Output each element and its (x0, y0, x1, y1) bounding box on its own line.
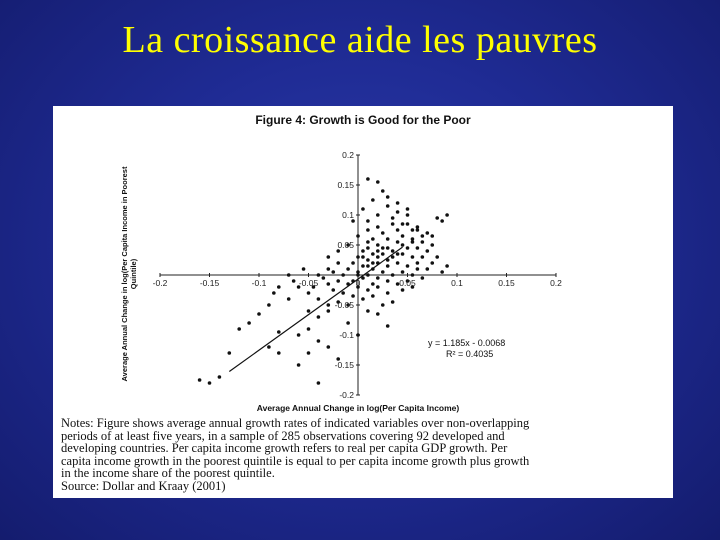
data-point (406, 246, 410, 250)
data-point (297, 363, 301, 367)
data-point (401, 234, 405, 238)
x-tick-label: -0.2 (152, 278, 168, 288)
data-point (361, 207, 365, 211)
y-tick-label: 0.15 (337, 180, 354, 190)
x-tick-label: 0.1 (451, 278, 463, 288)
data-point (386, 246, 390, 250)
data-point (440, 219, 444, 223)
data-point (371, 198, 375, 202)
data-point (237, 327, 241, 331)
data-point (327, 345, 331, 349)
y-tick-label: -0.05 (334, 300, 354, 310)
data-point (401, 252, 405, 256)
r-squared-label: R² = 0.4035 (446, 349, 494, 359)
data-point (346, 321, 350, 325)
data-point (317, 381, 321, 385)
data-point (361, 255, 365, 259)
data-point (366, 228, 370, 232)
data-point (257, 312, 261, 316)
data-point (386, 264, 390, 268)
data-point (426, 249, 430, 253)
data-point (426, 267, 430, 271)
data-point (406, 264, 410, 268)
data-point (386, 291, 390, 295)
data-point (440, 270, 444, 274)
data-point (317, 297, 321, 301)
data-point (396, 201, 400, 205)
data-point (327, 255, 331, 259)
data-point (287, 297, 291, 301)
data-point (366, 219, 370, 223)
y-tick-label: 0.05 (337, 240, 354, 250)
x-tick-label: 0.15 (498, 278, 515, 288)
notes-line: periods of at least five years, in a sample of 285 observations covering 92 developed and (61, 428, 505, 443)
data-point (351, 261, 355, 265)
data-point (376, 180, 380, 184)
data-point (386, 204, 390, 208)
data-point (327, 309, 331, 313)
data-point (198, 378, 202, 382)
data-point (356, 333, 360, 337)
data-point (391, 216, 395, 220)
data-point (366, 258, 370, 262)
data-point (361, 297, 365, 301)
data-point (327, 282, 331, 286)
y-axis-title: Average Annual Change in log(Per Capita Income in Poorest (120, 166, 129, 382)
data-point (317, 315, 321, 319)
data-point (376, 285, 380, 289)
notes-line: Source: Dollar and Kraay (2001) (61, 478, 226, 493)
data-point (297, 333, 301, 337)
figure-title: Figure 4: Growth is Good for the Poor (255, 113, 471, 127)
data-point (366, 264, 370, 268)
data-point (421, 234, 425, 238)
data-point (327, 267, 331, 271)
data-point (371, 261, 375, 265)
data-point (208, 381, 212, 385)
data-point (371, 237, 375, 241)
data-point (331, 270, 335, 274)
data-point (391, 249, 395, 253)
data-point (391, 222, 395, 226)
data-point (277, 285, 281, 289)
data-point (381, 231, 385, 235)
data-point (406, 207, 410, 211)
data-point (361, 264, 365, 268)
data-point (381, 270, 385, 274)
data-point (356, 234, 360, 238)
y-tick-label: -0.1 (339, 330, 354, 340)
data-point (327, 303, 331, 307)
data-point (416, 246, 420, 250)
data-point (396, 252, 400, 256)
data-point (356, 255, 360, 259)
data-point (430, 243, 434, 247)
notes-line: in the income share of the poorest quintile. (61, 466, 275, 480)
data-point (366, 309, 370, 313)
data-point (396, 240, 400, 244)
data-point (445, 264, 449, 268)
data-point (322, 276, 326, 280)
data-point (341, 291, 345, 295)
x-tick-label: -0.15 (199, 278, 220, 288)
figure-panel (53, 106, 673, 498)
data-point (292, 279, 296, 283)
y-tick-label: 0.1 (342, 210, 354, 220)
data-point (247, 321, 251, 325)
regression-line (229, 247, 402, 371)
data-point (376, 213, 380, 217)
data-point (351, 294, 355, 298)
data-point (435, 216, 439, 220)
chart-labels (120, 150, 562, 413)
data-point (430, 261, 434, 265)
data-point (267, 345, 271, 349)
data-point (416, 261, 420, 265)
data-point (411, 255, 415, 259)
data-point (228, 351, 232, 355)
data-point (396, 261, 400, 265)
data-point (386, 195, 390, 199)
data-point (411, 240, 415, 244)
data-point (376, 249, 380, 253)
data-point (366, 177, 370, 181)
data-point (371, 252, 375, 256)
x-tick-label: -0.1 (251, 278, 267, 288)
data-point (406, 222, 410, 226)
data-point (386, 279, 390, 283)
data-point (386, 237, 390, 241)
data-point (421, 240, 425, 244)
notes-line: capita income growth in the poorest quintile is equal to per capita income growth plus growth (61, 453, 530, 468)
data-point (371, 294, 375, 298)
data-point (307, 327, 311, 331)
y-axis-title: Quintile) (129, 258, 138, 290)
data-point (386, 324, 390, 328)
notes-line: Notes: Figure shows average annual growth rates of indicated variables over non-overlapping (61, 416, 530, 430)
data-point (376, 312, 380, 316)
notes-line: developing countries. Per capita income growth refers to real per capita GDP growth. Per (61, 441, 508, 455)
data-point (430, 234, 434, 238)
data-point (302, 267, 306, 271)
data-point (267, 303, 271, 307)
data-point (435, 255, 439, 259)
data-point (346, 267, 350, 271)
data-point (381, 246, 385, 250)
data-point (376, 243, 380, 247)
data-point (406, 213, 410, 217)
data-point (391, 300, 395, 304)
data-point (416, 267, 420, 271)
x-tick-label: -0.05 (298, 278, 319, 288)
data-point (411, 273, 415, 277)
equation-label: y = 1.185x - 0.0068 (428, 338, 506, 348)
data-point (307, 291, 311, 295)
x-tick-label: 0.2 (550, 278, 562, 288)
scatter-chart (53, 106, 673, 416)
data-point (277, 351, 281, 355)
data-point (272, 291, 276, 295)
regression-line-group (229, 247, 402, 371)
data-point (421, 276, 425, 280)
data-point (277, 330, 281, 334)
data-point (426, 231, 430, 235)
data-point (361, 249, 365, 253)
data-point (381, 303, 385, 307)
data-point (391, 273, 395, 277)
y-tick-label: -0.2 (339, 390, 354, 400)
data-point (381, 252, 385, 256)
data-point (366, 273, 370, 277)
data-point (371, 282, 375, 286)
data-point (381, 189, 385, 193)
data-point (401, 288, 405, 292)
data-point (356, 273, 360, 277)
data-point (341, 273, 345, 277)
data-point (317, 273, 321, 277)
x-axis-title: Average Annual Change in log(Per Capita Income) (256, 403, 460, 413)
slide-title: La croissance aide les pauvres (122, 19, 598, 61)
data-point (218, 375, 222, 379)
data-point (401, 243, 405, 247)
figure-notes (61, 417, 671, 492)
data-point (366, 246, 370, 250)
x-tick-label: 0 (355, 278, 361, 288)
data-point (331, 288, 335, 292)
data-point (307, 351, 311, 355)
data-point (307, 309, 311, 313)
data-point (411, 228, 415, 232)
y-tick-label: -0.15 (334, 360, 354, 370)
data-point (401, 270, 405, 274)
x-tick-label: 0.05 (399, 278, 416, 288)
data-point (445, 213, 449, 217)
data-point (287, 273, 291, 277)
data-point (336, 261, 340, 265)
data-point (416, 228, 420, 232)
data-point (376, 225, 380, 229)
data-point (396, 228, 400, 232)
data-point (421, 255, 425, 259)
data-point (401, 222, 405, 226)
data-point (366, 288, 370, 292)
data-point (366, 240, 370, 244)
data-point (376, 276, 380, 280)
data-point (376, 255, 380, 259)
y-tick-label: 0.2 (342, 150, 354, 160)
data-point (317, 339, 321, 343)
data-point (336, 279, 340, 283)
data-point (396, 210, 400, 214)
